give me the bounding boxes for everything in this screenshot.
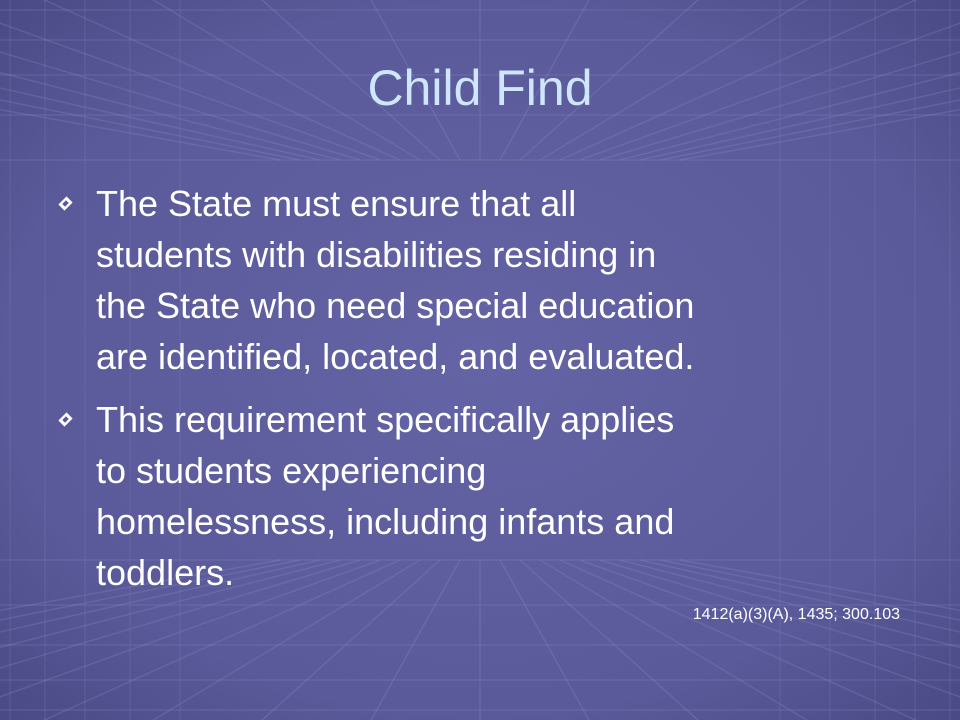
bullet-item <box>56 178 916 382</box>
diamond-square-bullet-icon <box>58 412 72 426</box>
bullet-item <box>56 394 916 598</box>
diamond-square-bullet-icon <box>58 196 72 210</box>
bullet-text: This requirement specifically applies to students experiencing homelessness, including infants and toddlers. <box>96 399 675 593</box>
legal-citation: 1412(a)(3)(A), 1435; 300.103 <box>692 606 900 623</box>
slide-title: Child Find <box>367 60 593 116</box>
bullet-list <box>56 178 916 610</box>
bullet-text: The State must ensure that all students with disabilities residing in the State who need special education are identified, located, and evaluated. <box>96 183 695 377</box>
